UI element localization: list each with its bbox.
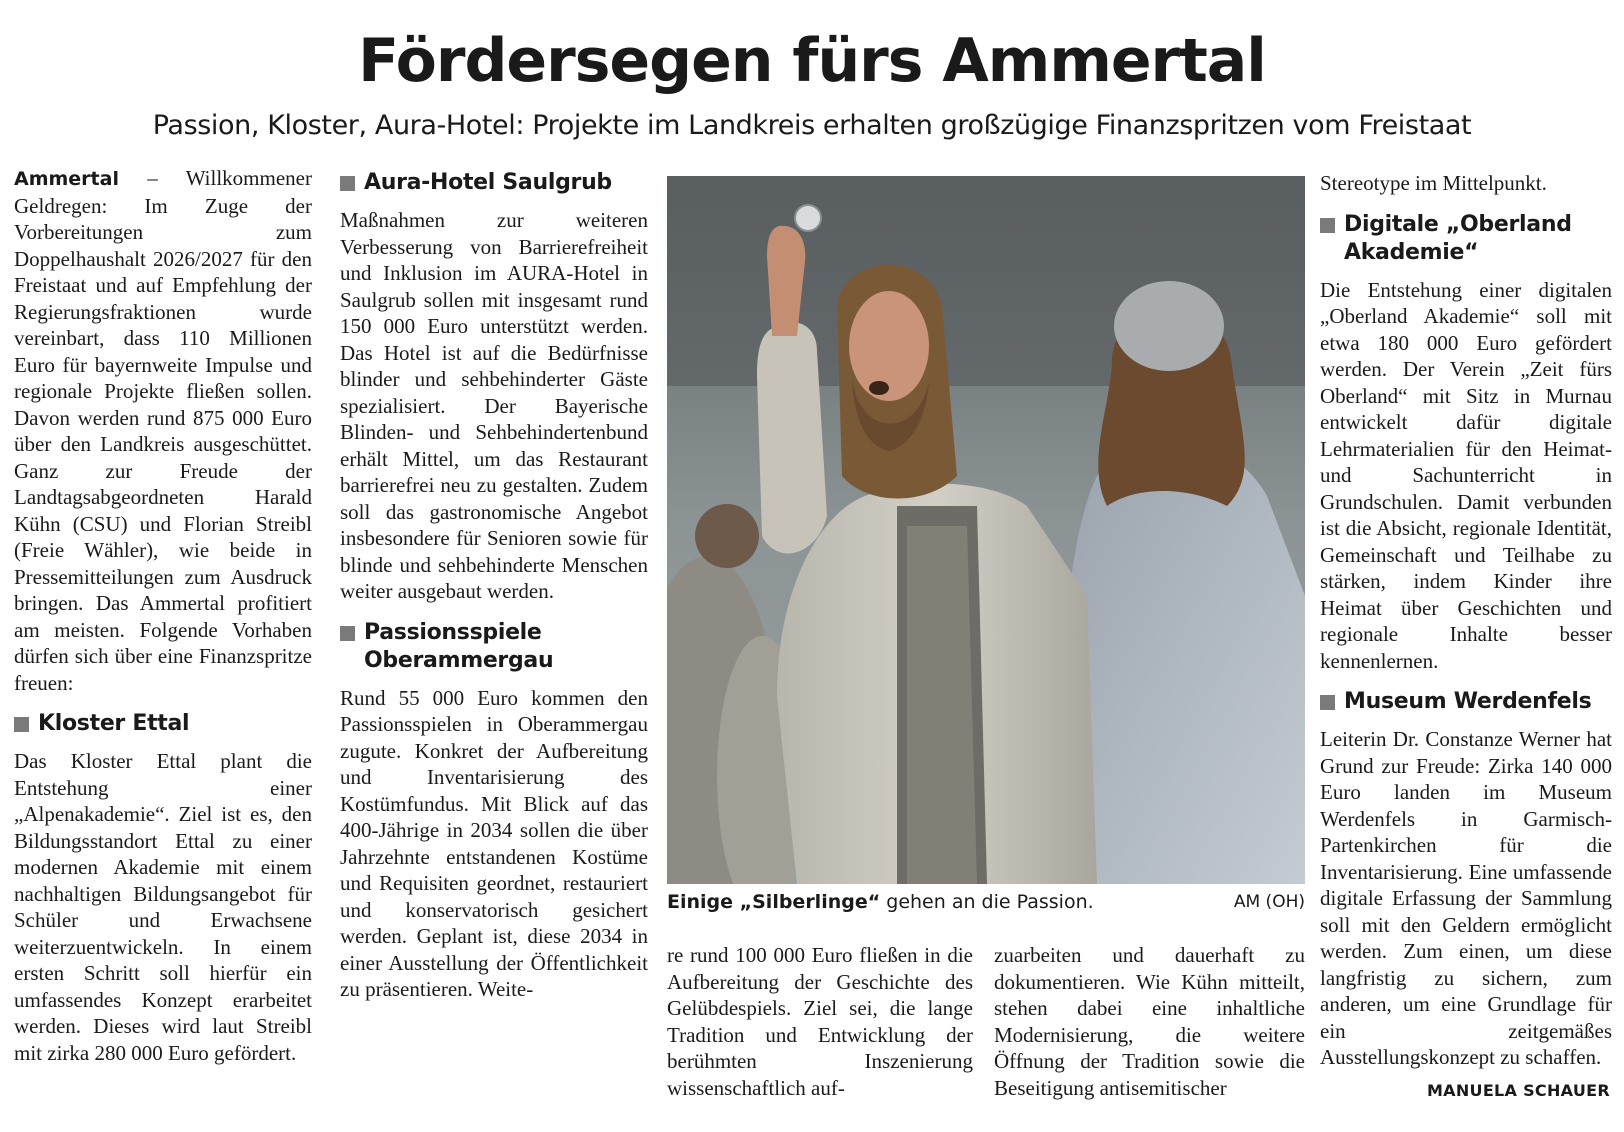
section-heading-passion <box>340 619 648 675</box>
section-heading-museum <box>1320 688 1612 716</box>
photo-illustration <box>667 176 1305 884</box>
section-heading-text <box>1344 211 1572 267</box>
kloster-text: Das Kloster Ettal plant die Entstehung einer „Alpenakademie“. Ziel ist es, den Bildungsstandort Ettal zu einer modernen Akademie mit einem nachhaltigen Bildungsangebot für Schüler und Erwachsene weiterzuentwickeln. In einem ersten Schritt soll hierfür ein umfassendes Konzept erarbeitet werden. Dieses wird laut Streibl mit zirka 280 000 Euro gefördert. <box>14 749 312 1065</box>
column-3 <box>667 942 973 1101</box>
column-4 <box>994 942 1305 1101</box>
intro-text: – Willkommener Geldregen: Im Zuge der Vorbereitungen zum Doppelhaushalt 2026/2027 für den Freistaat und auf Empfehlung der Regierungsfraktionen wurde vereinbart, dass 110 Millionen Euro für bayernweite Impulse und regionale Projekte fließen sollen. Davon werden rund 875 000 Euro über den Landkreis ausgeschüttet. Ganz zur Freude der Landtagsabgeordneten Harald Kühn (CSU) und Florian Streibl (Freie Wähler), wie beide in Pressemitteilungen zum Ausdruck bringen. Das Ammertal profitiert am meisten. Folgende Vorhaben dürfen sich über eine Finanzspritze freuen: <box>14 166 312 695</box>
passion-text-c: zuarbeiten und dauerhaft zu dokumentieren. Wie Kühn mitteilt, stehen dabei eine inhaltliche Modernisierung, die weitere Öffnung der Tradition sowie die Beseitigung antisemitischer <box>994 943 1305 1100</box>
akademie-text: Die Entstehung einer digitalen „Oberland Akademie“ soll mit etwa 180 000 Euro gefördert werden. Der Verein „Zeit fürs Oberland“ mit Sitz in Murnau entwickelt dafür digitale Lehrmaterialien für den Heimat- und Sachunterricht in Grundschulen. Damit verbunden ist die Absicht, regionale Identität, Gemeinschaft und Teilhabe zu stärken, indem Kinder ihre Heimat über Geschichten und regionale Inhalte besser kennenlernen. <box>1320 277 1612 673</box>
article-photo <box>667 176 1305 884</box>
intro-paragraph <box>14 165 312 696</box>
section-heading-text: Aura-Hotel Saulgrub <box>364 170 612 195</box>
lead-place: Ammertal <box>14 168 119 190</box>
aura-text: Maßnahmen zur weiteren Verbesserung von Barrierefreiheit und Inklusion im AURA-Hotel in Saulgrub sollen mit insgesamt rund 150 000 Euro unterstützt werden. Das Hotel ist auf die Bedürfnisse blinder und sehbehinderter Gäste spezialisiert. Der Bayerische Blinden- und Sehbehindertenbund erhält Mittel, um das Restaurant barrierefrei neu zu gestalten. Zudem soll das gastronomische Angebot insbesondere für Senioren sowie für blinde und sehbehinderte Menschen weiter ausgebaut werden. <box>340 208 648 603</box>
caption-bold: Einige „Silberlinge“ <box>667 891 881 913</box>
section-heading-text <box>364 619 553 675</box>
headline: Fördersegen fürs Ammertal <box>358 26 1266 96</box>
section-marker <box>340 176 355 191</box>
heading-line: Passionsspiele <box>364 619 542 645</box>
column-2 <box>340 165 648 1003</box>
column-5 <box>1320 170 1612 1071</box>
photo-credit: AM (OH) <box>1233 892 1305 912</box>
subline: Passion, Kloster, Aura-Hotel: Projekte im Landkreis erhalten großzügige Finanzspritzen vom Freistaat <box>152 110 1472 141</box>
column-1 <box>14 165 312 1066</box>
caption-rest: gehen an die Passion. <box>880 891 1094 913</box>
photo-caption <box>667 890 1305 914</box>
passion-text-b: re rund 100 000 Euro fließen in die Aufbereitung der Geschichte des Gelübdespiels. Ziel sei, die lange Tradition und Entwicklung der berühmten Inszenierung wissenschaftlich auf- <box>667 943 973 1100</box>
section-marker <box>1320 695 1335 710</box>
heading-line: Digitale „Oberland <box>1344 211 1572 237</box>
heading-line: Oberammergau <box>364 647 554 673</box>
caption-text <box>667 890 1094 914</box>
author-byline: MANUELA SCHAUER <box>1426 1081 1610 1100</box>
section-heading-kloster <box>14 710 312 738</box>
section-marker <box>340 626 355 641</box>
section-marker <box>14 717 29 732</box>
heading-line: Akademie“ <box>1344 239 1479 265</box>
section-heading-akademie <box>1320 211 1612 267</box>
section-heading-text: Museum Werdenfels <box>1344 689 1592 714</box>
section-heading-aura <box>340 169 648 197</box>
passion-text-a: Rund 55 000 Euro kommen den Passionsspielen in Oberammergau zugute. Konkret der Aufbereitung und Inventarisierung des Kostümfundus. Mit Blick auf das 400-Jährige in 2034 sollen die über Jahrzehnte entstandenen Kostüme und Requisiten geordnet, restauriert und konservatorisch gesichert werden. Geplant ist, diese 2034 in einer Ausstellung der Öffentlichkeit zu präsentieren. Weite- <box>340 685 648 1001</box>
museum-text: Leiterin Dr. Constanze Werner hat Grund zur Freude: Zirka 140 000 Euro landen im Museum Werdenfels in Garmisch-Partenkirchen für die Inventarisierung. Eine umfassende digitale Erfassung der Sammlung soll mit den Geldern ermöglicht werden. Zum einen, um diese langfristig zu sichern, zum anderen, um eine Grundlage für ein zeitgemäßes Ausstellungskonzept zu schaffen. <box>1320 727 1612 1069</box>
section-marker <box>1320 218 1335 233</box>
section-heading-text: Kloster Ettal <box>38 711 190 736</box>
passion-text-d: Stereotype im Mittelpunkt. <box>1320 171 1547 195</box>
